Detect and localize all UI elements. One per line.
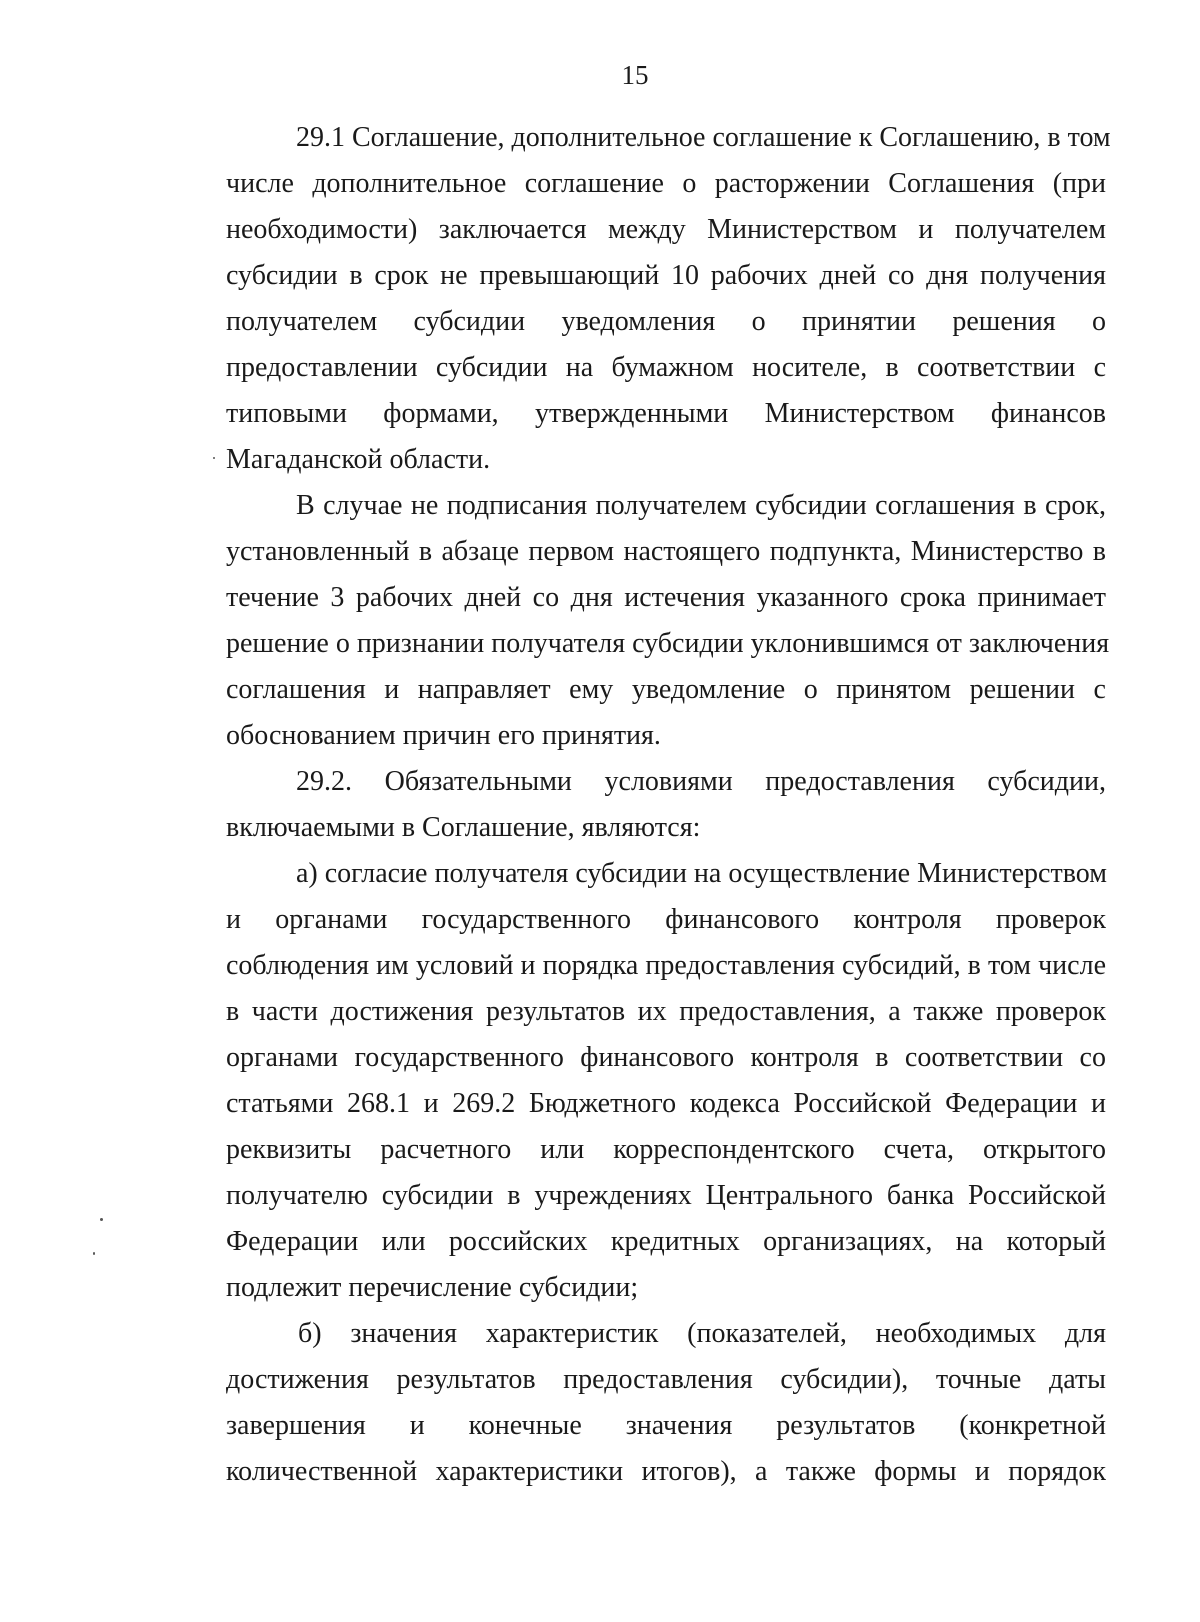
paragraph-refusal <box>226 483 1110 759</box>
text-line: в части достижения результатов их предоставления, а также проверок <box>226 996 1106 1027</box>
text-line: типовыми формами, утвержденными Министерством финансов <box>226 398 1106 429</box>
text-line: включаемыми в Соглашение, являются: <box>226 812 701 843</box>
text-line: 29.1 Соглашение, дополнительное соглашение к Соглашению, в том <box>296 122 1111 153</box>
scan-speck <box>213 457 215 459</box>
text-line: получателю субсидии в учреждениях Центрального банка Российской <box>226 1180 1106 1211</box>
text-line: решение о признании получателя субсидии уклонившимся от заключения <box>226 628 1110 659</box>
text-line: В случае не подписания получателем субсидии соглашения в срок, <box>296 490 1106 521</box>
text-line: получателем субсидии уведомления о принятии решения о <box>226 306 1106 337</box>
text-line: и органами государственного финансового контроля проверок <box>226 904 1106 935</box>
scan-speck <box>93 1252 95 1255</box>
text-line: 29.2. Обязательными условиями предоставления субсидии, <box>296 766 1106 797</box>
text-line: б) значения характеристик (показателей, необходимых для <box>298 1318 1106 1349</box>
text-line: Федерации или российских кредитных организациях, на который <box>226 1226 1106 1257</box>
document-body <box>226 115 1111 1495</box>
text-line: установленный в абзаце первом настоящего подпункта, Министерство в <box>226 536 1106 567</box>
text-line: статьями 268.1 и 269.2 Бюджетного кодекса Российской Федерации и <box>226 1088 1106 1119</box>
text-line: завершения и конечные значения результатов (конкретной <box>226 1410 1106 1441</box>
text-line: реквизиты расчетного или корреспондентского счета, открытого <box>226 1134 1106 1165</box>
text-line: течение 3 рабочих дней со дня истечения указанного срока принимает <box>226 582 1106 613</box>
text-line: а) согласие получателя субсидии на осуществление Министерством <box>296 858 1107 889</box>
paragraph-item-b <box>226 1311 1106 1495</box>
paragraph-item-a <box>226 851 1106 1311</box>
text-line: числе дополнительное соглашение о расторжении Соглашения (при <box>226 168 1106 199</box>
text-line: достижения результатов предоставления субсидии), точные даты <box>226 1364 1106 1395</box>
text-line: количественной характеристики итогов), а также формы и порядок <box>226 1456 1106 1487</box>
text-line: предоставлении субсидии на бумажном носителе, в соответствии с <box>226 352 1106 383</box>
scan-speck <box>100 1218 103 1221</box>
text-line: подлежит перечисление субсидии; <box>226 1272 639 1303</box>
paragraph-29-2 <box>226 759 1106 851</box>
text-line: соглашения и направляет ему уведомление о принятом решении с <box>226 674 1106 705</box>
text-line: органами государственного финансового контроля в соответствии со <box>226 1042 1106 1073</box>
page-number: 15 <box>621 60 649 90</box>
text-line: субсидии в срок не превышающий 10 рабочих дней со дня получения <box>226 260 1106 291</box>
paragraph-29-1 <box>226 115 1111 483</box>
text-line: соблюдения им условий и порядка предоставления субсидий, в том числе <box>226 950 1106 981</box>
text-line: необходимости) заключается между Министерством и получателем <box>226 214 1106 245</box>
text-line: обоснованием причин его принятия. <box>226 720 661 751</box>
text-line: Магаданской области. <box>226 444 491 475</box>
